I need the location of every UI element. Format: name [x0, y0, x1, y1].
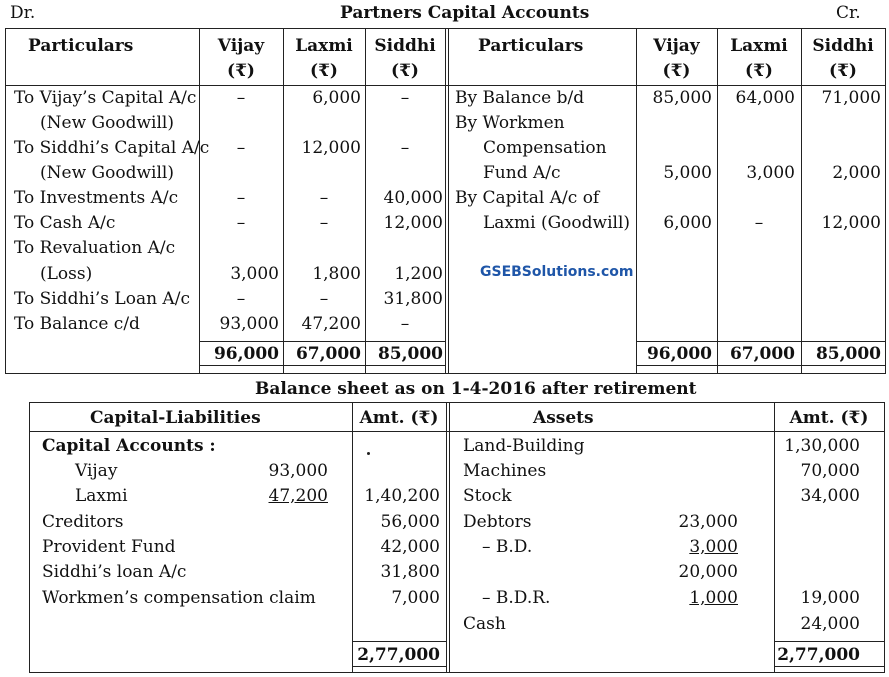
vijay-cell: –	[236, 88, 246, 108]
left-header-vijay: Vijay	[217, 36, 265, 56]
vijay-cell: 5,000	[663, 163, 712, 183]
watermark	[480, 264, 634, 280]
total-left-laxmi: 67,000	[295, 344, 361, 364]
right-header-siddhi: Siddhi	[812, 36, 874, 56]
right-header-laxmi: Laxmi	[730, 36, 788, 56]
bs-header-liabilities: Capital-Liabilities	[90, 408, 261, 428]
bs-header-amt-right: Amt. (₹)	[789, 408, 869, 428]
left-header-siddhi-unit: (₹)	[391, 61, 419, 81]
particular: To Investments A/c	[14, 188, 179, 208]
siddhi-cell: 2,000	[832, 163, 881, 183]
vijay-cell: 6,000	[663, 213, 712, 233]
particular: To Balance c/d	[14, 314, 140, 334]
asset-inner: 3,000	[689, 537, 738, 557]
particular: To Siddhi’s Capital A/c	[14, 138, 210, 158]
left-header-laxmi-unit: (₹)	[310, 61, 338, 81]
liability-amount: 1,40,200	[364, 486, 440, 506]
liability-amount: 56,000	[380, 512, 440, 532]
siddhi-cell: 12,000	[821, 213, 881, 233]
dr-label: Dr.	[10, 3, 36, 23]
laxmi-cell: 6,000	[312, 88, 361, 108]
laxmi-cell: 64,000	[735, 88, 795, 108]
particular: By Capital A/c of	[455, 188, 600, 208]
asset-label: – B.D.	[482, 537, 533, 557]
asset-label: Cash	[463, 614, 506, 634]
siddhi-cell: 71,000	[821, 88, 881, 108]
bs-total-left: 2,77,000	[357, 645, 440, 665]
right-header-vijay: Vijay	[653, 36, 700, 56]
particular: Laxmi (Goodwill)	[483, 213, 631, 233]
vijay-cell: 93,000	[219, 314, 279, 334]
particular: To Vijay’s Capital A/c	[14, 88, 197, 108]
vijay-cell: –	[236, 213, 246, 233]
liability-label: Creditors	[42, 512, 124, 532]
liability-inner: 47,200	[268, 486, 328, 506]
vijay-cell: –	[236, 289, 246, 309]
liability-amount: 7,000	[391, 588, 440, 608]
page-title: Partners Capital Accounts	[340, 3, 590, 23]
particular: Compensation	[483, 138, 607, 158]
particular: (New Goodwill)	[40, 113, 174, 133]
particular: To Cash A/c	[14, 213, 116, 233]
list-item: Capital Accounts :	[42, 436, 216, 456]
cr-label: Cr.	[836, 3, 861, 23]
total-right-laxmi: 67,000	[729, 344, 795, 364]
right-header-particulars: Particulars	[478, 36, 584, 56]
liability-label: Siddhi’s loan A/c	[42, 562, 187, 582]
vijay-cell: –	[236, 188, 246, 208]
laxmi-cell: 12,000	[301, 138, 361, 158]
right-header-siddhi-unit: (₹)	[829, 61, 857, 81]
laxmi-cell: 1,800	[312, 264, 361, 284]
asset-amount: 19,000	[800, 588, 860, 608]
asset-amount: 34,000	[800, 486, 860, 506]
dot-mark	[367, 452, 370, 455]
laxmi-cell: –	[319, 188, 329, 208]
particular: (New Goodwill)	[40, 163, 174, 183]
liability-inner: 93,000	[268, 461, 328, 481]
siddhi-cell: 40,000	[383, 188, 443, 208]
asset-inner: 20,000	[678, 562, 738, 582]
total-right-vijay: 96,000	[646, 344, 712, 364]
bs-header-amt-left: Amt. (₹)	[359, 408, 439, 428]
bs-total-right: 2,77,000	[777, 645, 860, 665]
liability-label: Workmen’s compensation claim	[42, 588, 316, 608]
liability-amount: 42,000	[380, 537, 440, 557]
left-header-particulars: Particulars	[28, 36, 134, 56]
laxmi-cell: –	[754, 213, 764, 233]
asset-label: Land-Building	[463, 436, 585, 456]
bs-header-assets: Assets	[533, 408, 594, 428]
particular: By Workmen	[455, 113, 565, 133]
laxmi-cell: –	[319, 213, 329, 233]
total-right-siddhi: 85,000	[815, 344, 881, 364]
particular: Fund A/c	[483, 163, 561, 183]
right-header-laxmi-unit: (₹)	[745, 61, 773, 81]
total-left-vijay: 96,000	[213, 344, 279, 364]
particular: By Balance b/d	[455, 88, 585, 108]
liability-label: Laxmi	[75, 486, 128, 506]
asset-label: Debtors	[463, 512, 532, 532]
asset-amount: 70,000	[800, 461, 860, 481]
balance-sheet-title: Balance sheet as on 1-4-2016 after retirement	[255, 379, 697, 399]
siddhi-cell: –	[400, 88, 410, 108]
siddhi-cell: 31,800	[383, 289, 443, 309]
particular: (Loss)	[40, 264, 93, 284]
siddhi-cell: 12,000	[383, 213, 443, 233]
left-header-siddhi: Siddhi	[374, 36, 436, 56]
siddhi-cell: 1,200	[394, 264, 443, 284]
total-left-siddhi: 85,000	[377, 344, 443, 364]
left-header-laxmi: Laxmi	[295, 36, 353, 56]
laxmi-cell: –	[319, 289, 329, 309]
vijay-cell: –	[236, 138, 246, 158]
asset-label: Machines	[463, 461, 547, 481]
particular: To Siddhi’s Loan A/c	[14, 289, 190, 309]
laxmi-cell: 3,000	[746, 163, 795, 183]
asset-inner: 1,000	[689, 588, 738, 608]
asset-amount: 24,000	[800, 614, 860, 634]
liability-label: Provident Fund	[42, 537, 176, 557]
siddhi-cell: –	[400, 138, 410, 158]
asset-inner: 23,000	[678, 512, 738, 532]
asset-label: – B.D.R.	[482, 588, 551, 608]
vijay-cell: 3,000	[230, 264, 279, 284]
vijay-cell: 85,000	[652, 88, 712, 108]
laxmi-cell: 47,200	[301, 314, 361, 334]
left-header-vijay-unit: (₹)	[227, 61, 255, 81]
liability-amount: 31,800	[380, 562, 440, 582]
liability-label: Vijay	[75, 461, 118, 481]
siddhi-cell: –	[400, 314, 410, 334]
asset-label: Stock	[463, 486, 512, 506]
asset-amount: 1,30,000	[784, 436, 860, 456]
particular: To Revaluation A/c	[14, 238, 176, 258]
right-header-vijay-unit: (₹)	[662, 61, 691, 81]
watermark-text: GSEBSolutions.com	[480, 264, 634, 280]
